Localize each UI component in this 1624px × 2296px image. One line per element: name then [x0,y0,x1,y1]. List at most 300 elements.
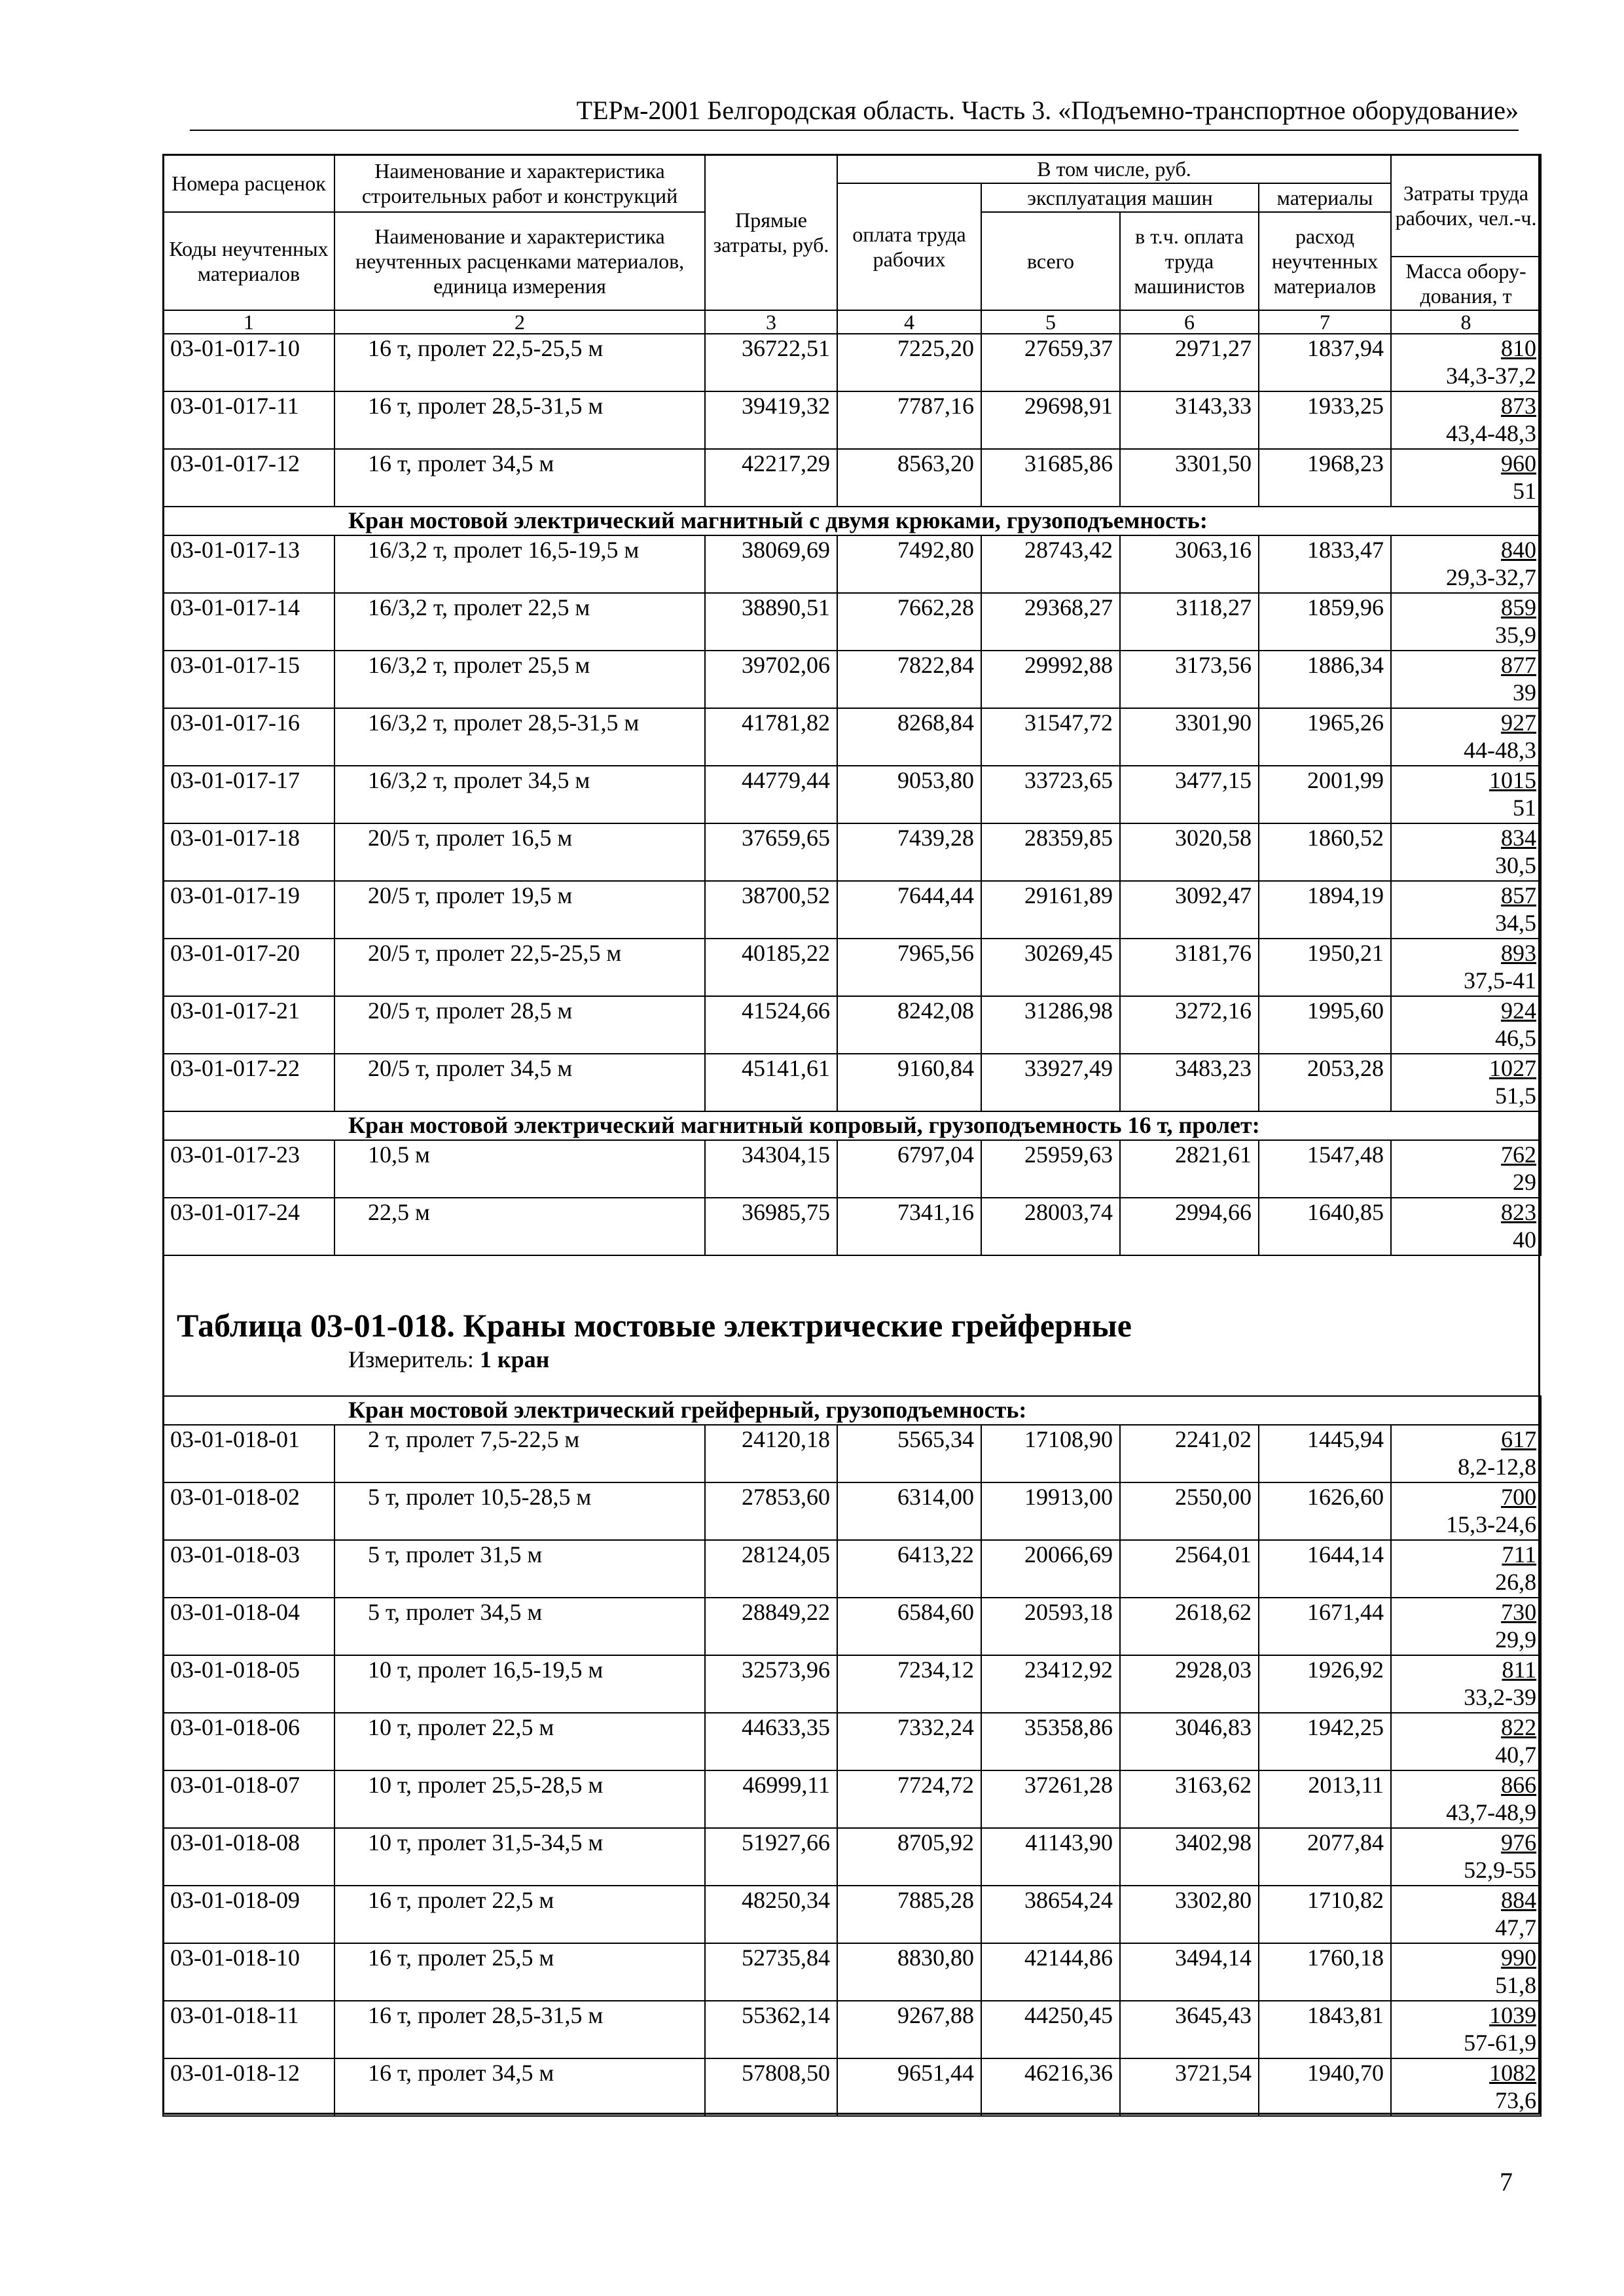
operators-pay: 3046,83 [1120,1713,1259,1770]
equipment-mass: 37,5-41 [1464,967,1537,994]
labor-hours: 711 [1502,1541,1537,1568]
rate-name: 20/5 т, пролет 22,5-25,5 м [334,939,705,996]
operators-pay: 3302,80 [1120,1886,1259,1943]
rate-code: 03-01-018-06 [163,1713,334,1770]
labor-hours: 823 [1501,1199,1537,1225]
equipment-mass: 29 [1513,1169,1537,1195]
labor-hours-mass [1391,996,1541,1054]
labor-pay: 8830,80 [837,1943,981,2001]
equipment-mass: 52,9-55 [1464,1857,1537,1883]
labor-hours-mass [1391,449,1541,507]
operators-pay: 3301,90 [1120,708,1259,766]
labor-pay: 6797,04 [837,1140,981,1198]
operators-pay: 3092,47 [1120,881,1259,939]
rate-code: 03-01-018-12 [163,2058,334,2116]
table-row [163,1713,1541,1770]
labor-hours-mass [1391,1482,1541,1540]
col4-header: оплата труда рабочих [837,183,981,310]
machines-total: 29698,91 [981,391,1120,449]
rate-code: 03-01-017-15 [163,651,334,708]
table-row [163,651,1541,708]
materials-cost: 1760,18 [1259,1943,1391,2001]
table-row [163,334,1541,391]
equipment-mass: 51 [1513,478,1537,504]
rate-code: 03-01-018-02 [163,1482,334,1540]
labor-pay: 7662,28 [837,593,981,651]
labor-hours-mass [1391,651,1541,708]
materials-cost: 1950,21 [1259,939,1391,996]
equipment-mass: 43,4-48,3 [1446,420,1537,446]
rate-name: 22,5 м [334,1198,705,1255]
labor-hours-mass [1391,391,1541,449]
direct-costs: 37659,65 [705,823,837,881]
section-row [163,1111,1541,1140]
direct-costs: 38890,51 [705,593,837,651]
labor-hours: 924 [1501,997,1537,1024]
rate-name: 16 т, пролет 22,5-25,5 м [334,334,705,391]
direct-costs: 36985,75 [705,1198,837,1255]
unit-label: Измеритель: [348,1346,474,1372]
materials-cost: 1942,25 [1259,1713,1391,1770]
equipment-mass: 33,2-39 [1464,1684,1537,1710]
labor-hours: 859 [1501,594,1537,620]
rate-name: 16 т, пролет 28,5-31,5 м [334,2001,705,2058]
materials-cost: 1886,34 [1259,651,1391,708]
operators-pay: 3301,50 [1120,449,1259,507]
labor-pay: 7492,80 [837,535,981,593]
labor-hours-mass [1391,823,1541,881]
rate-name: 5 т, пролет 34,5 м [334,1598,705,1655]
machines-total: 17108,90 [981,1425,1120,1482]
machines-total: 28003,74 [981,1198,1120,1255]
col1-header-top: Номера расценок [163,154,334,212]
labor-hours: 1027 [1489,1055,1537,1081]
direct-costs: 45141,61 [705,1054,837,1111]
labor-hours-mass [1391,1943,1541,2001]
rate-code: 03-01-017-20 [163,939,334,996]
materials-cost: 1837,94 [1259,334,1391,391]
unit-line [177,1345,1132,1374]
labor-hours: 893 [1501,940,1537,966]
labor-pay: 7225,20 [837,334,981,391]
table2-title: Таблица 03-01-018. Краны мостовые электрические грейферные [177,1307,1132,1344]
operators-pay: 3645,43 [1120,2001,1259,2058]
table-row [163,1425,1541,1482]
machines-total: 29992,88 [981,651,1120,708]
table-row [163,1943,1541,2001]
page-number: 7 [1500,2167,1513,2197]
direct-costs: 40185,22 [705,939,837,996]
rate-name: 10 т, пролет 22,5 м [334,1713,705,1770]
labor-hours: 960 [1501,450,1537,476]
rate-code: 03-01-017-19 [163,881,334,939]
col2-header-bottom: Наименование и характеристика неучтенных расценками материалов, единица измерения [334,212,705,310]
table-row [163,708,1541,766]
operators-pay: 3143,33 [1120,391,1259,449]
labor-hours: 617 [1501,1426,1537,1452]
operators-pay: 2821,61 [1120,1140,1259,1198]
column-index: 3 [705,310,837,334]
rate-code: 03-01-017-24 [163,1198,334,1255]
operators-pay: 2618,62 [1120,1598,1259,1655]
rate-name: 10 т, пролет 16,5-19,5 м [334,1655,705,1713]
rate-code: 03-01-018-01 [163,1425,334,1482]
machines-header: эксплуатация машин [981,183,1259,212]
table-row [163,391,1541,449]
rate-code: 03-01-018-09 [163,1886,334,1943]
labor-pay: 6584,60 [837,1598,981,1655]
machines-total: 44250,45 [981,2001,1120,2058]
table-row [163,1770,1541,1828]
labor-pay: 7234,12 [837,1655,981,1713]
labor-pay: 5565,34 [837,1425,981,1482]
labor-pay: 7822,84 [837,651,981,708]
col2-header-top: Наименование и характеристика строительных работ и конструкций [334,154,705,212]
labor-hours: 700 [1501,1484,1537,1510]
table-row [163,593,1541,651]
rate-name: 20/5 т, пролет 34,5 м [334,1054,705,1111]
labor-hours: 857 [1501,882,1537,908]
rate-code: 03-01-017-16 [163,708,334,766]
table-row [163,1540,1541,1598]
machines-total: 42144,86 [981,1943,1120,2001]
rate-name: 5 т, пролет 10,5-28,5 м [334,1482,705,1540]
machines-total: 29368,27 [981,593,1120,651]
labor-hours: 762 [1501,1141,1537,1168]
labor-pay: 9160,84 [837,1054,981,1111]
col1-header-bottom: Коды неучтенных материалов [163,212,334,310]
labor-hours: 976 [1501,1829,1537,1856]
materials-cost: 1445,94 [1259,1425,1391,1482]
direct-costs: 46999,11 [705,1770,837,1828]
equipment-mass: 47,7 [1495,1914,1537,1941]
materials-cost: 2077,84 [1259,1828,1391,1886]
col8-header-bottom: Масса обору-дования, т [1391,257,1541,310]
table-row [163,1886,1541,1943]
unit-value: 1 кран [479,1346,550,1372]
direct-costs: 41524,66 [705,996,837,1054]
labor-hours-mass [1391,1598,1541,1655]
direct-costs: 38700,52 [705,881,837,939]
labor-hours-mass [1391,2001,1541,2058]
rate-name: 16/3,2 т, пролет 16,5-19,5 м [334,535,705,593]
machines-total: 33927,49 [981,1054,1120,1111]
machines-total: 23412,92 [981,1655,1120,1713]
section-row [163,1396,1541,1425]
labor-pay: 8563,20 [837,449,981,507]
rate-name: 16/3,2 т, пролет 28,5-31,5 м [334,708,705,766]
rate-code: 03-01-017-11 [163,391,334,449]
labor-pay: 9053,80 [837,766,981,823]
materials-cost: 2013,11 [1259,1770,1391,1828]
rate-name: 20/5 т, пролет 16,5 м [334,823,705,881]
rate-code: 03-01-017-17 [163,766,334,823]
labor-pay: 7885,28 [837,1886,981,1943]
equipment-mass: 35,9 [1495,622,1537,648]
materials-cost: 1995,60 [1259,996,1391,1054]
direct-costs: 24120,18 [705,1425,837,1482]
machines-total: 38654,24 [981,1886,1120,1943]
table-row [163,535,1541,593]
table-row [163,823,1541,881]
equipment-mass: 40 [1513,1227,1537,1253]
rate-code: 03-01-018-07 [163,1770,334,1828]
operators-pay: 3063,16 [1120,535,1259,593]
labor-pay: 7341,16 [837,1198,981,1255]
equipment-mass: 15,3-24,6 [1446,1511,1537,1537]
labor-hours-mass [1391,1198,1541,1255]
equipment-mass: 51,8 [1495,1972,1537,1998]
section-heading: Кран мостовой электрический магнитный с двумя крюками, грузоподъемность: [163,507,1541,535]
rate-name: 16 т, пролет 22,5 м [334,1886,705,1943]
labor-hours-mass [1391,593,1541,651]
column-index: 7 [1259,310,1391,334]
labor-hours-mass [1391,708,1541,766]
operators-pay: 2928,03 [1120,1655,1259,1713]
rate-code: 03-01-017-13 [163,535,334,593]
operators-pay: 3402,98 [1120,1828,1259,1886]
labor-hours-mass [1391,1140,1541,1198]
labor-hours-mass [1391,1054,1541,1111]
rate-name: 16 т, пролет 34,5 м [334,2058,705,2116]
rates-table-018 [162,1395,1542,2117]
operators-pay: 2241,02 [1120,1425,1259,1482]
operators-pay: 2564,01 [1120,1540,1259,1598]
section-heading: Кран мостовой электрический грейферный, грузоподъемность: [163,1396,1541,1425]
machines-total: 27659,37 [981,334,1120,391]
operators-pay: 3118,27 [1120,593,1259,651]
column-index: 8 [1391,310,1541,334]
labor-pay: 8268,84 [837,708,981,766]
equipment-mass: 51,5 [1495,1083,1537,1109]
labor-hours: 927 [1501,709,1537,736]
table-row [163,881,1541,939]
rate-code: 03-01-018-08 [163,1828,334,1886]
rate-name: 2 т, пролет 7,5-22,5 м [334,1425,705,1482]
labor-pay: 8242,08 [837,996,981,1054]
direct-costs: 38069,69 [705,535,837,593]
materials-cost: 1843,81 [1259,2001,1391,2058]
table-row [163,939,1541,996]
table-row [163,1598,1541,1655]
equipment-mass: 26,8 [1495,1569,1537,1595]
materials-cost: 1940,70 [1259,2058,1391,2116]
labor-pay: 8705,92 [837,1828,981,1886]
equipment-mass: 51 [1513,795,1537,821]
materials-cost: 1894,19 [1259,881,1391,939]
materials-cost: 1640,85 [1259,1198,1391,1255]
column-index: 5 [981,310,1120,334]
direct-costs: 39702,06 [705,651,837,708]
direct-costs: 57808,50 [705,2058,837,2116]
direct-costs: 36722,51 [705,334,837,391]
labor-hours-mass [1391,1713,1541,1770]
machines-total: 28743,42 [981,535,1120,593]
table-row [163,766,1541,823]
equipment-mass: 34,5 [1495,910,1537,936]
operators-pay: 3163,62 [1120,1770,1259,1828]
column-index: 1 [163,310,334,334]
labor-pay: 9267,88 [837,2001,981,2058]
labor-hours: 1039 [1489,2002,1537,2028]
labor-hours-mass [1391,939,1541,996]
labor-pay: 7965,56 [837,939,981,996]
rate-code: 03-01-017-10 [163,334,334,391]
materials-header: материалы [1259,183,1391,212]
labor-pay: 6413,22 [837,1540,981,1598]
rate-name: 10 т, пролет 25,5-28,5 м [334,1770,705,1828]
machines-total: 33723,65 [981,766,1120,823]
materials-cost: 1833,47 [1259,535,1391,593]
materials-cost: 1926,92 [1259,1655,1391,1713]
labor-hours-mass [1391,881,1541,939]
labor-hours: 811 [1502,1657,1537,1683]
labor-hours-mass [1391,334,1541,391]
direct-costs: 32573,96 [705,1655,837,1713]
rates-table-017 [162,154,1542,1256]
labor-pay: 7332,24 [837,1713,981,1770]
equipment-mass: 43,7-48,9 [1446,1799,1537,1825]
labor-pay: 6314,00 [837,1482,981,1540]
equipment-mass: 39 [1513,679,1537,706]
machines-total: 31685,86 [981,449,1120,507]
rate-name: 16 т, пролет 25,5 м [334,1943,705,2001]
direct-costs: 28849,22 [705,1598,837,1655]
direct-costs: 39419,32 [705,391,837,449]
materials-cost: 1626,60 [1259,1482,1391,1540]
table-row [163,449,1541,507]
materials-cost: 1933,25 [1259,391,1391,449]
rate-name: 20/5 т, пролет 19,5 м [334,881,705,939]
machines-total: 19913,00 [981,1482,1120,1540]
operators-pay: 2994,66 [1120,1198,1259,1255]
direct-costs: 41781,82 [705,708,837,766]
machines-total: 30269,45 [981,939,1120,996]
labor-hours: 1082 [1489,2060,1537,2086]
rate-name: 16/3,2 т, пролет 25,5 м [334,651,705,708]
machines-total: 41143,90 [981,1828,1120,1886]
equipment-mass: 44-48,3 [1464,737,1537,763]
rate-code: 03-01-017-23 [163,1140,334,1198]
column-index-row [163,310,1541,334]
materials-cost: 1547,48 [1259,1140,1391,1198]
equipment-mass: 40,7 [1495,1742,1537,1768]
machines-total: 31547,72 [981,708,1120,766]
operators-pay: 3721,54 [1120,2058,1259,2116]
operators-pay: 3173,56 [1120,651,1259,708]
group-header: В том числе, руб. [837,154,1391,183]
direct-costs: 42217,29 [705,449,837,507]
machines-total: 29161,89 [981,881,1120,939]
operators-pay: 3272,16 [1120,996,1259,1054]
rate-code: 03-01-017-22 [163,1054,334,1111]
direct-costs: 44779,44 [705,766,837,823]
rate-name: 5 т, пролет 31,5 м [334,1540,705,1598]
equipment-mass: 34,3-37,2 [1446,363,1537,389]
rate-name: 10 т, пролет 31,5-34,5 м [334,1828,705,1886]
column-index: 4 [837,310,981,334]
materials-cost: 1710,82 [1259,1886,1391,1943]
labor-hours: 873 [1501,393,1537,419]
table2-title-block [177,1306,1132,1374]
rate-name: 16 т, пролет 28,5-31,5 м [334,391,705,449]
materials-cost: 1671,44 [1259,1598,1391,1655]
equipment-mass: 8,2-12,8 [1458,1454,1537,1480]
rate-name: 20/5 т, пролет 28,5 м [334,996,705,1054]
equipment-mass: 29,9 [1495,1626,1537,1653]
col3-header: Прямые затраты, руб. [705,154,837,310]
labor-hours-mass [1391,535,1541,593]
rate-code: 03-01-017-12 [163,449,334,507]
direct-costs: 28124,05 [705,1540,837,1598]
direct-costs: 51927,66 [705,1828,837,1886]
rate-code: 03-01-018-05 [163,1655,334,1713]
materials-cost: 1860,52 [1259,823,1391,881]
page-header: ТЕРм-2001 Белгородская область. Часть 3. «Подъемно-транспортное оборудование» [190,92,1519,131]
labor-pay: 7724,72 [837,1770,981,1828]
machines-total: 31286,98 [981,996,1120,1054]
labor-hours-mass [1391,1655,1541,1713]
labor-hours-mass [1391,1886,1541,1943]
labor-hours: 822 [1501,1714,1537,1740]
direct-costs: 48250,34 [705,1886,837,1943]
direct-costs: 52735,84 [705,1943,837,2001]
section-heading: Кран мостовой электрический магнитный копровый, грузоподъемность 16 т, пролет: [163,1111,1541,1140]
rate-code: 03-01-017-14 [163,593,334,651]
rate-code: 03-01-017-21 [163,996,334,1054]
operators-pay: 3181,76 [1120,939,1259,996]
machines-total: 20593,18 [981,1598,1120,1655]
rate-code: 03-01-017-18 [163,823,334,881]
col7-header: расход неучтенных материалов [1259,212,1391,310]
table-row [163,2001,1541,2058]
labor-hours-mass [1391,766,1541,823]
labor-pay: 9651,44 [837,2058,981,2116]
labor-hours: 884 [1501,1887,1537,1913]
table-row [163,1198,1541,1255]
labor-hours: 840 [1501,537,1537,563]
labor-hours-mass [1391,2058,1541,2116]
table-row [163,1828,1541,1886]
table-row [163,996,1541,1054]
rate-code: 03-01-018-11 [163,2001,334,2058]
machines-total: 20066,69 [981,1540,1120,1598]
labor-hours: 810 [1501,335,1537,361]
labor-hours-mass [1391,1425,1541,1482]
column-index: 6 [1120,310,1259,334]
rate-code: 03-01-018-04 [163,1598,334,1655]
operators-pay: 3020,58 [1120,823,1259,881]
labor-pay: 7439,28 [837,823,981,881]
direct-costs: 27853,60 [705,1482,837,1540]
labor-hours: 866 [1501,1772,1537,1798]
table-row [163,1482,1541,1540]
operators-pay: 3494,14 [1120,1943,1259,2001]
equipment-mass: 29,3-32,7 [1446,564,1537,590]
column-index: 2 [334,310,705,334]
machines-total: 25959,63 [981,1140,1120,1198]
equipment-mass: 73,6 [1495,2087,1537,2113]
machines-total: 37261,28 [981,1770,1120,1828]
operators-pay: 2550,00 [1120,1482,1259,1540]
labor-pay: 7644,44 [837,881,981,939]
table-row [163,2058,1541,2116]
machines-total: 35358,86 [981,1713,1120,1770]
labor-pay: 7787,16 [837,391,981,449]
equipment-mass: 46,5 [1495,1025,1537,1051]
rate-name: 16 т, пролет 34,5 м [334,449,705,507]
equipment-mass: 30,5 [1495,852,1537,878]
